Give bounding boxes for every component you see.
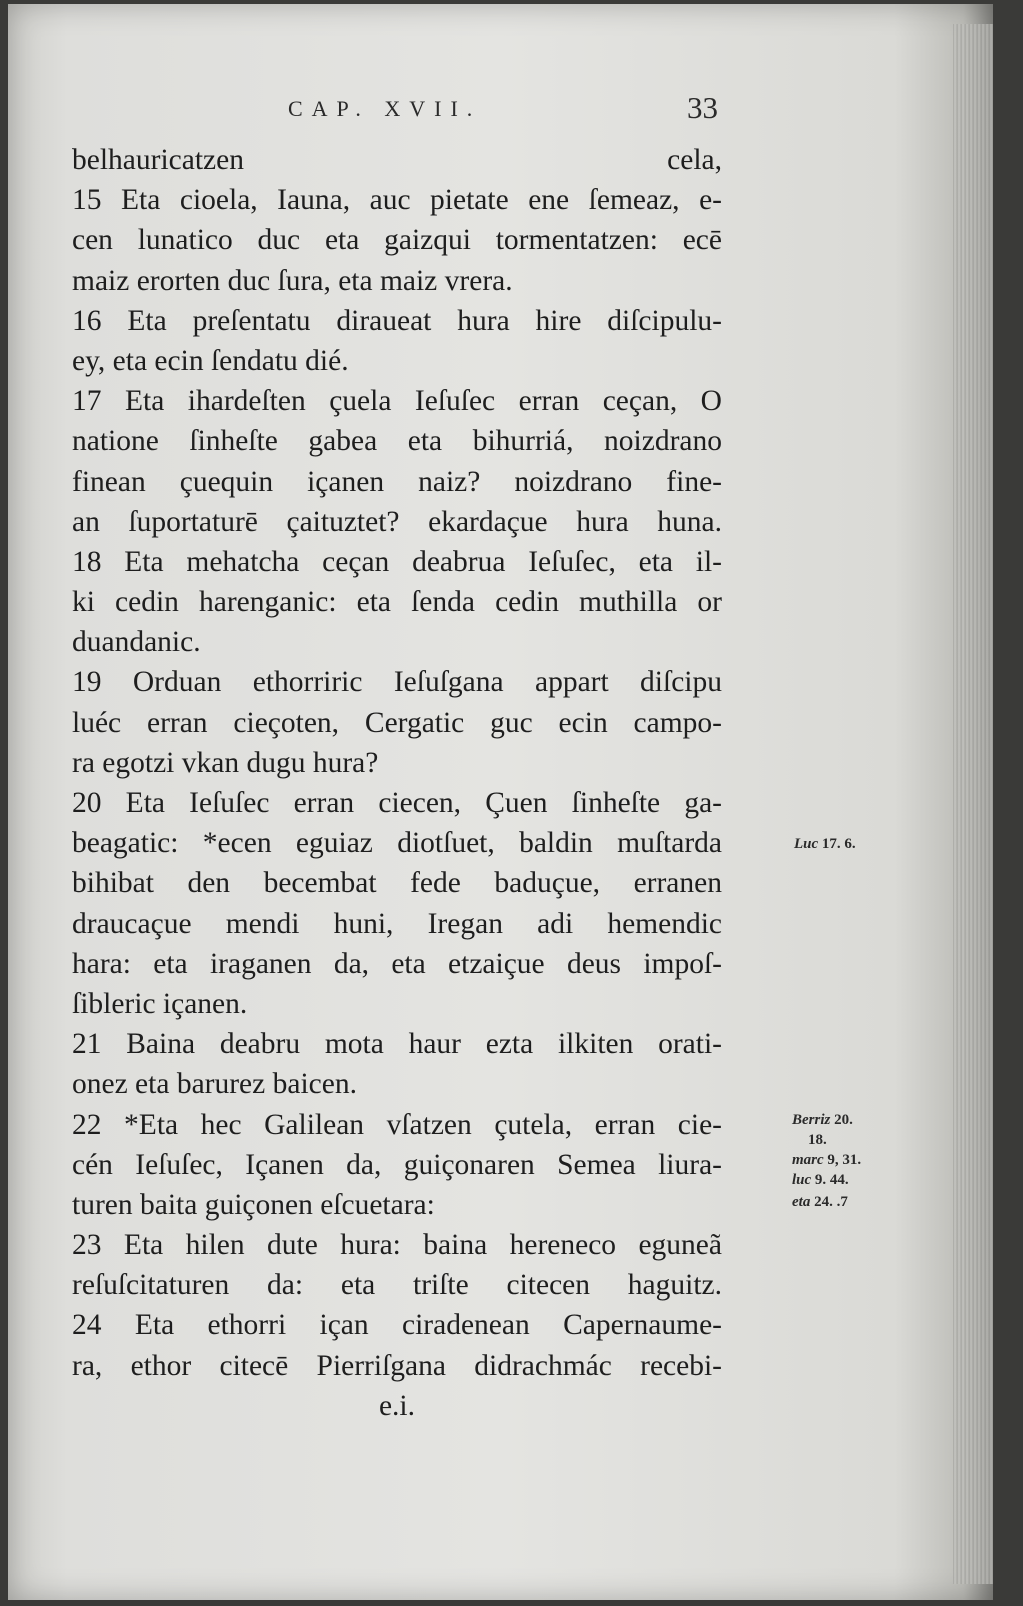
- text-line: ſibleric içanen.: [72, 987, 248, 1020]
- margin-note-marc: marc 9, 31.: [792, 1152, 862, 1168]
- text-line: bihibat den becembat fede baduçue, erranen: [72, 867, 722, 900]
- text-line: hara: eta iraganen da, eta etzaiçue deus impoſ-: [72, 947, 722, 980]
- text-line: cen lunatico duc eta gaizqui tormentatzen: ecē: [72, 224, 722, 257]
- margin-note-luc-9: luc 9. 44.: [792, 1172, 849, 1188]
- text-line: ra egotzi vkan dugu hura?: [72, 746, 379, 779]
- text-line: 19 Orduan ethorriric Ieſuſgana appart diſcipu: [72, 666, 722, 699]
- verse-text: [72, 140, 862, 1426]
- text-line: luéc erran cieçoten, Cergatic guc ecin campo-: [72, 706, 722, 739]
- margin-note-berriz: Berriz 20.: [792, 1112, 853, 1128]
- text-line: 21 Baina deabru mota haur ezta ilkiten orati-: [72, 1028, 722, 1061]
- text-line: draucaçue mendi huni, Iregan adi hemendic: [72, 907, 722, 940]
- text-line: 18 Eta mehatcha ceçan deabrua Ieſuſec, eta il-: [72, 545, 722, 578]
- page-header: [288, 90, 718, 130]
- running-head: CAP. XVII.: [288, 96, 482, 121]
- text-line: natione ſinheſte gabea eta bihurriá, noizdrano: [72, 425, 722, 458]
- text-line: 15 Eta cioela, Iauna, auc pietate ene ſemeaz, e-: [72, 184, 722, 217]
- text-line: 20 Eta Ieſuſec erran ciecen, Çuen ſinheſte ga-: [72, 787, 722, 819]
- text-line: 16 Eta preſentatu diraueat hura hire diſcipulu-: [72, 304, 722, 337]
- text-line: ey, eta ecin ſendatu dié.: [72, 344, 349, 377]
- text-line: finean çuequin içanen naiz? noizdrano fine-: [72, 465, 722, 498]
- text-line: ki cedin harenganic: eta ſenda cedin muthilla or: [72, 586, 722, 619]
- margin-note-luc-17: Luc 17. 6.: [794, 836, 856, 852]
- margin-note-eta: eta 24. .7: [792, 1194, 848, 1210]
- text-line: maiz erorten duc ſura, eta maiz vrera.: [72, 264, 513, 297]
- text-line: ra, ethor citecē Pierriſgana didrachmác recebi-: [72, 1349, 722, 1382]
- text-line: an ſuportaturē çaituztet? ekardaçue hura huna.: [72, 505, 722, 538]
- text-line: turen baita guiçonen eſcuetara:: [72, 1188, 435, 1221]
- text-line: 17 Eta ihardeſten çuela Ieſuſec erran ceçan, O: [72, 385, 722, 418]
- text-line: cén Ieſuſec, Içanen da, guiçonaren Semea liura-: [72, 1148, 722, 1181]
- page-number: 33: [687, 90, 718, 125]
- text-line: duandanic.: [72, 626, 201, 659]
- text-line: 22 *Eta hec Galilean vſatzen çutela, erran cie-: [72, 1108, 722, 1141]
- text-line: reſuſcitaturen da: eta triſte citecen haguitz.: [72, 1269, 722, 1302]
- text-line: beagatic: *ecen eguiaz diotſuet, baldin muſtarda: [72, 827, 722, 860]
- text-line: 23 Eta hilen dute hura: baina hereneco eguneã: [72, 1229, 722, 1262]
- catchword: e.i.: [378, 1389, 416, 1422]
- text-line: onez eta barurez baicen.: [72, 1068, 357, 1101]
- book-page: [8, 4, 993, 1600]
- text-line: belhauricatzen cela,: [72, 144, 722, 176]
- margin-note-18: 18.: [808, 1132, 827, 1148]
- page-stack-edge: [953, 24, 993, 1584]
- text-line: 24 Eta ethorri içan ciradenean Capernaume-: [72, 1309, 722, 1342]
